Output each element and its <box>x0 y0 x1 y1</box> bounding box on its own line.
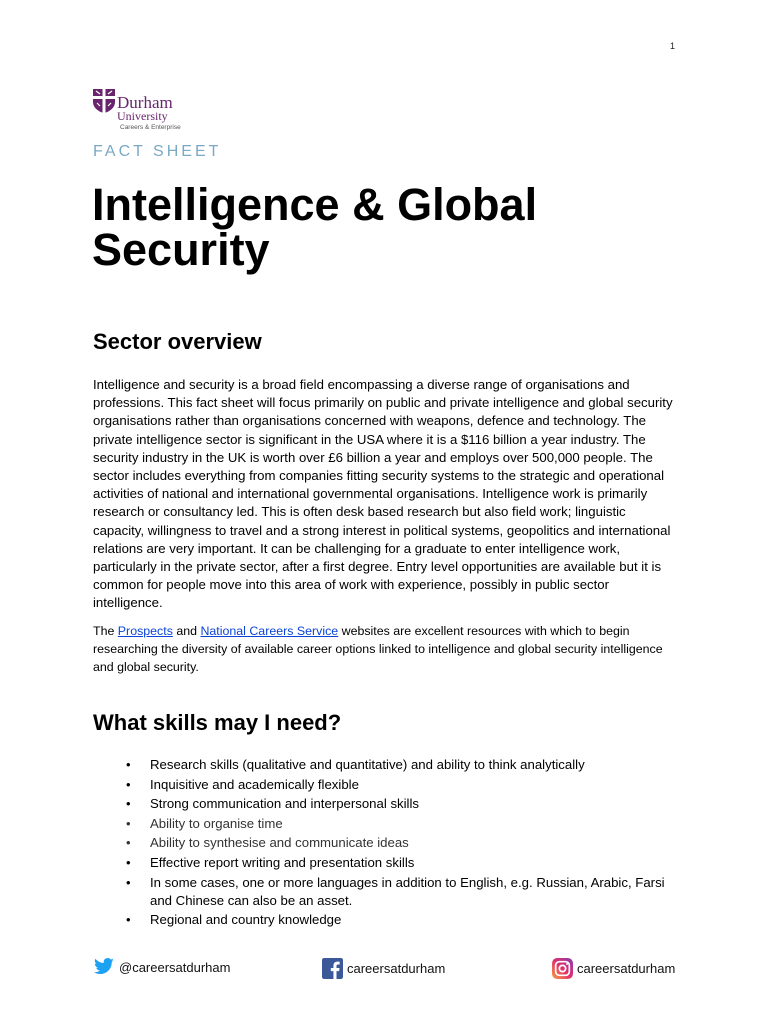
instagram-icon <box>552 958 573 979</box>
skills-list <box>93 756 677 931</box>
fact-sheet-label: FACT SHEET <box>93 143 222 160</box>
facebook-link[interactable] <box>322 958 445 979</box>
list-item: • Regional and country knowledge <box>93 911 677 929</box>
crest-icon <box>92 88 116 114</box>
list-item: • Effective report writing and presentation skills <box>93 854 677 872</box>
sector-overview-paragraph: Intelligence and security is a broad field encompassing a diverse range of organisations and professions. This fact sheet will focus primarily on public and private intelligence and global security organisations rather than organisations concerned with weapons, defence and technology. The private intelligence sector is significant in the USA where it is a $116 billion a year industry. The security industry in the UK is worth over £6 billion a year and employs over 500,000 people. The sector includes everything from companies fitting security systems to the strategic and operational activities of national and international governmental organisations. Intelligence work is primarily research or consultancy led. This is often desk based research but also field work; linguistic capacity, willingness to travel and a strong interest in political systems, geopolitics and international relations are very important. It can be challenging for a graduate to enter intelligence work, particularly in the private sector, after a first degree. Entry level opportunities are available but it is common for people move into this area of work with experience, possibly in public sector intelligence. <box>93 377 673 611</box>
instagram-handle: careersatdurham <box>577 961 676 976</box>
sector-overview-heading: Sector overview <box>93 329 262 354</box>
twitter-link[interactable] <box>93 958 230 976</box>
list-item: • Strong communication and interpersonal skills <box>93 795 677 813</box>
resources-prefix: The <box>93 624 118 638</box>
logo-name-line2: University <box>117 109 168 123</box>
list-item: • Ability to organise time <box>93 815 677 833</box>
durham-university-logo <box>92 86 214 136</box>
resources-paragraph <box>93 622 677 676</box>
page-title: Intelligence & Global Security <box>92 179 538 275</box>
prospects-link[interactable]: Prospects <box>117 624 173 638</box>
list-item: • In some cases, one or more languages in addition to English, e.g. Russian, Arabic, Farsi and Chinese can also be an asset. <box>93 874 677 910</box>
facebook-icon <box>322 958 343 979</box>
facebook-handle: careersatdurham <box>347 961 446 976</box>
national-careers-service-link[interactable]: National Careers Service <box>200 624 339 638</box>
logo-name-line1: Durham <box>117 93 173 112</box>
page-number: 1 <box>669 41 675 51</box>
list-item: • Ability to synthesise and communicate ideas <box>93 834 677 852</box>
list-item: • Research skills (qualitative and quantitative) and ability to think analytically <box>93 756 677 774</box>
resources-suffix: websites are excellent resources with which to begin researching the diversity of available career options linked to intelligence and global security intelligence and global security. <box>93 624 663 674</box>
logo-tagline: Careers & Enterprise <box>120 124 181 131</box>
twitter-handle: @careersatdurham <box>119 959 231 975</box>
skills-heading: What skills may I need? <box>93 710 342 735</box>
twitter-icon <box>93 958 115 976</box>
resources-middle: and <box>172 624 201 638</box>
social-footer <box>0 958 768 988</box>
list-item: • Inquisitive and academically flexible <box>93 776 677 794</box>
instagram-link[interactable] <box>552 958 675 979</box>
